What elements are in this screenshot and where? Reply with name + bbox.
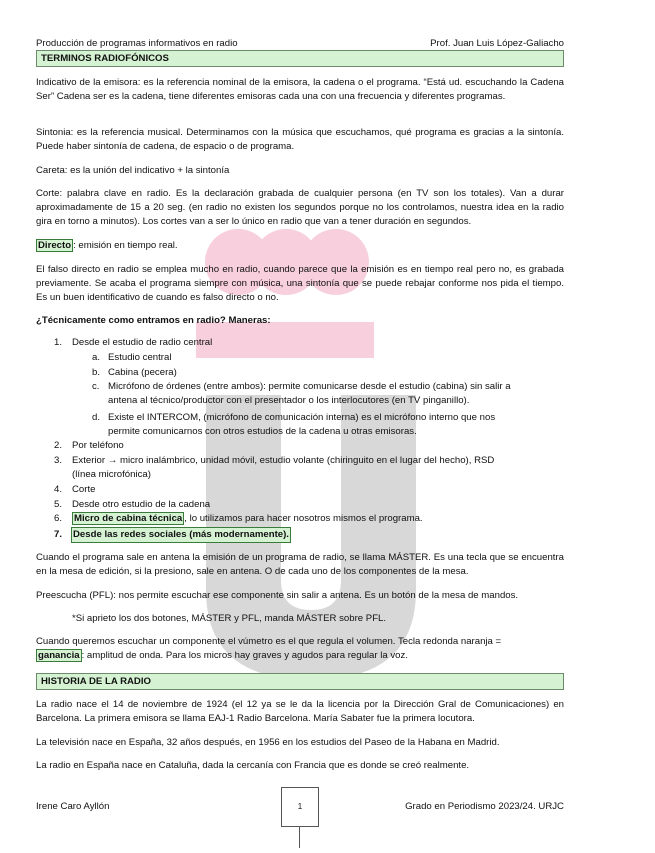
- maneras-heading: ¿Técnicamente como entramos en radio? Maneras:: [36, 315, 271, 326]
- header-professor: Prof. Juan Luis López-Galiacho: [430, 38, 564, 49]
- list-number: 7.: [54, 529, 63, 540]
- paragraph-sintonia: Sintonia: es la referencia musical. Determinamos con la música que escuchamos, qué programa es gracias a la sintonía. Puede haber sintonía de cadena, de espacio o de programa.: [36, 127, 564, 153]
- section-title-terminos: TERMINOS RADIOFÓNICOS: [36, 50, 564, 67]
- paragraph-historia-2: La televisión nace en España, 32 años después, en 1956 en los estudios del Paseo de la Habana en Madrid.: [36, 737, 500, 748]
- list-number: 5.: [54, 499, 63, 510]
- highlight-micro-cabina: Micro de cabina técnica: [74, 513, 183, 524]
- micro-cabina-rest: , lo utilizamos para hacer nosotros mismos el programa.: [184, 513, 423, 524]
- paragraph-falso-directo: El falso directo en radio se emplea mucho en radio, cuando parece que la emisión es en tiempo real pero no, es grabada previamente. Se acaba el programa siempre con música, una sintonía que se puede rebajar conforme nos pida el tiempo. Es un buen identificativo de cuando es falso directo o no.: [36, 264, 564, 304]
- paragraph-indicativo: Indicativo de la emisora: es la referencia nominal de la emisora, la cadena o el programa. “Está ud. escuchando la Cadena Ser” Cadena ser es la cadena, tiene diferentes emisoras cada una con una frecuencia y diferentes programas.: [36, 77, 564, 103]
- list-item: Por teléfono: [72, 440, 124, 451]
- list-item: permite comunicarnos con otros estudios de la cadena u otras emisoras.: [108, 426, 417, 437]
- list-number: 2.: [54, 440, 63, 451]
- paragraph-pfl: Preescucha (PFL): nos permite escuchar ese componente sin salir a antena. Es un botón de la mesa de mandos.: [36, 590, 519, 601]
- list-item: Desde otro estudio de la cadena: [72, 499, 211, 510]
- list-number: 3.: [54, 455, 63, 466]
- list-item: Desde el estudio de radio central: [72, 337, 213, 348]
- paragraph-directo: [36, 239, 564, 253]
- paragraph-vumetro: [36, 635, 564, 663]
- page-number: 1: [281, 787, 319, 827]
- paragraph-note: *Si aprieto los dos botones, MÁSTER y PFL, manda MÁSTER sobre PFL.: [72, 613, 387, 624]
- list-item: Cabina (pecera): [108, 367, 177, 378]
- list-item: antena al técnico/productor con el presentador o los interlocutores (en TV pinganillo).: [108, 395, 470, 406]
- list-number: 1.: [54, 337, 63, 348]
- list-item: Estudio central: [108, 352, 172, 363]
- list-item: Exterior → micro inalámbrico, unidad móvil, estudio volante (chiringuito en el lugar del hecho), RSD: [72, 455, 495, 466]
- footer-degree: Grado en Periodismo 2023/24. URJC: [405, 801, 564, 812]
- list-letter: b.: [92, 367, 101, 378]
- paragraph-master: Cuando el programa sale en antena la emisión de un programa de radio, se llama MÁSTER. Es una tecla que se encuentra en la mesa de edición, si la presiono, sale en antena. O de cada uno de los componentes de la mesa.: [36, 552, 564, 578]
- directo-definition: : emisión en tiempo real.: [73, 240, 178, 251]
- highlight-directo: Directo: [38, 240, 72, 251]
- list-item: Corte: [72, 484, 96, 495]
- list-item: Existe el INTERCOM, (micrófono de comunicación interna) es el micrófono interno que nos: [108, 412, 496, 423]
- paragraph-corte: Corte: palabra clave en radio. Es la declaración grabada de cualquier persona (en TV son los totales). Van a durar aproximadamente de 15 a 20 seg. (en radio no existen los segundos porque no los controlamos, nuestra idea en la radio gira en torno a minutos). Los cortes van a ser lo único en radio que van a tener duración en segundos.: [36, 188, 564, 228]
- footer-author: Irene Caro Ayllón: [36, 801, 110, 812]
- list-number: 6.: [54, 513, 63, 524]
- vumetro-text: Cuando queremos escuchar un componente el vúmetro es el que regula el volumen. Tecla redonda naranja =: [36, 636, 502, 647]
- list-number: 4.: [54, 484, 63, 495]
- paragraph-careta: Careta: es la unión del indicativo + la sintonía: [36, 165, 230, 176]
- page-number-line: [299, 826, 300, 848]
- section-title-historia: HISTORIA DE LA RADIO: [36, 673, 564, 690]
- list-letter: c.: [92, 381, 100, 392]
- highlight-redes-sociales: Desde las redes sociales (más modernamente).: [71, 527, 291, 543]
- list-letter: d.: [92, 412, 101, 423]
- list-item: (línea microfónica): [72, 469, 151, 480]
- list-item: Micrófono de órdenes (entre ambos): permite comunicarse desde el estudio (cabina) sin salir a: [108, 381, 511, 392]
- paragraph-historia-1: La radio nace el 14 de noviembre de 1924 (el 12 ya se le da la licencia por la Dirección Gral de Comunicaciones) en Barcelona. La primera emisora se llama EAJ-1 Radio Barcelona. María Sabater fue la primera locutora.: [36, 699, 564, 725]
- header-course: Producción de programas informativos en radio: [36, 38, 238, 49]
- list-letter: a.: [92, 352, 101, 363]
- list-item: [72, 512, 423, 526]
- ganancia-definition: : amplitud de onda. Para los micros hay graves y agudos para regular la voz.: [81, 650, 408, 662]
- highlight-ganancia: ganancia: [38, 650, 80, 662]
- paragraph-historia-3: La radio en España nace en Cataluña, dada la cercanía con Francia que es donde se creó realmente.: [36, 760, 470, 771]
